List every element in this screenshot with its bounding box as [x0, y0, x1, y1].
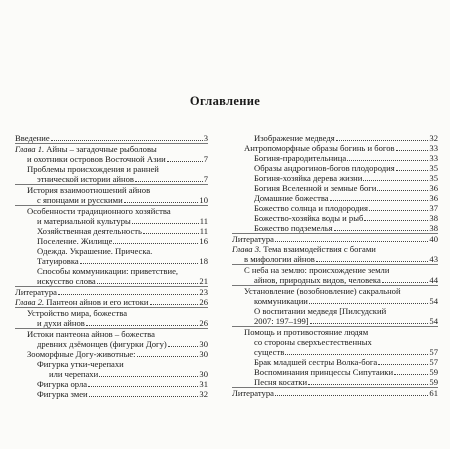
toc-entry[interactable] — [15, 133, 208, 143]
page-number: 11 — [199, 216, 208, 226]
leader-dots — [316, 261, 429, 262]
page-number: 7 — [203, 154, 208, 164]
page-number: 26 — [199, 318, 208, 328]
entry-title: Воспоминания принцессы Сипутаики — [254, 367, 394, 377]
leader-dots — [363, 180, 428, 181]
toc-entry[interactable] — [15, 349, 208, 359]
entry-title: Поселение. Жилище — [37, 236, 113, 246]
toc-entry[interactable] — [232, 296, 438, 306]
entry-title: Глава 3. Тема взаимодействия с богами — [232, 244, 376, 254]
toc-entry[interactable] — [232, 143, 438, 153]
leader-dots — [113, 243, 198, 244]
entry-title: Проблемы происхождения и ранней — [27, 164, 159, 174]
toc-entry[interactable] — [15, 266, 208, 276]
leader-dots — [334, 230, 429, 231]
leader-dots — [330, 200, 429, 201]
entry-title: Песня косатки — [254, 377, 308, 387]
toc-entry[interactable] — [232, 163, 438, 173]
entry-title: этнической истории айнов — [37, 174, 134, 184]
toc-entry[interactable] — [15, 144, 208, 154]
leader-dots — [51, 140, 203, 141]
leader-dots — [369, 210, 428, 211]
page-number: 59 — [429, 377, 438, 387]
entry-title: существ — [254, 347, 285, 357]
page-number: 59 — [429, 367, 438, 377]
page-number: 7 — [203, 174, 208, 184]
entry-title: История взаимоотношений айнов — [27, 185, 151, 195]
leader-dots — [336, 140, 429, 141]
leader-dots — [99, 376, 198, 377]
page-number: 35 — [429, 163, 438, 173]
toc-entry[interactable] — [15, 236, 208, 246]
toc-left-column — [15, 133, 208, 399]
entry-title: Установление (возобновление) сакральной — [244, 286, 401, 296]
toc-entry[interactable] — [15, 185, 208, 195]
leader-dots — [168, 346, 199, 347]
toc-entry[interactable] — [15, 369, 208, 379]
toc-entry[interactable] — [232, 377, 438, 387]
toc-entry[interactable] — [232, 388, 438, 398]
page-number: 61 — [429, 388, 438, 398]
entry-title: со стороны сверхъестественных — [254, 337, 372, 347]
page-number: 16 — [199, 236, 208, 246]
toc-entry[interactable] — [15, 174, 208, 184]
leader-dots — [124, 202, 199, 203]
entry-title: Фигурка змеи — [37, 389, 88, 399]
page-number: 10 — [199, 195, 208, 205]
page-number: 36 — [429, 183, 438, 193]
toc-entry[interactable] — [232, 223, 438, 233]
entry-title: Одежда. Украшение. Прическа. — [37, 246, 153, 256]
leader-dots — [285, 354, 428, 355]
leader-dots — [143, 233, 199, 234]
toc-entry[interactable] — [232, 173, 438, 183]
entry-title: Образы андрогинов-богов плодородия — [254, 163, 395, 173]
toc-entry[interactable] — [232, 193, 438, 203]
page-number: 57 — [429, 357, 438, 367]
page-number: 31 — [199, 379, 208, 389]
page-number: 30 — [199, 349, 208, 359]
toc-entry[interactable] — [15, 206, 208, 216]
leader-dots — [150, 304, 199, 305]
leader-dots — [308, 384, 428, 385]
toc-entry[interactable] — [232, 234, 438, 244]
toc-entry[interactable] — [15, 154, 208, 164]
page-number: 38 — [429, 213, 438, 223]
entry-title: 2007: 197–199] — [254, 316, 309, 326]
leader-dots — [86, 325, 199, 326]
entry-title: Литература — [232, 234, 274, 244]
entry-title: Богиня-прародительница — [254, 153, 347, 163]
page-number: 30 — [199, 339, 208, 349]
leader-dots — [309, 303, 429, 304]
toc-entry[interactable] — [232, 347, 438, 357]
chapter-label: Глава 2. — [15, 297, 45, 307]
entry-title: О воспитании медведя [Пилсудский — [254, 306, 387, 316]
entry-title: Литература — [15, 287, 57, 297]
entry-title: Литература — [232, 388, 274, 398]
leader-dots — [137, 356, 199, 357]
entry-title: Помощь и противостояние людям — [244, 327, 369, 337]
page-number: 23 — [199, 287, 208, 297]
toc-entry[interactable] — [232, 133, 438, 143]
leader-dots — [89, 396, 199, 397]
entry-title: Фигурка утки-черепахи — [37, 359, 124, 369]
leader-dots — [275, 241, 428, 242]
leader-dots — [364, 220, 428, 221]
toc-entry[interactable] — [232, 306, 438, 316]
leader-dots — [396, 170, 429, 171]
page-number: 35 — [429, 173, 438, 183]
toc-entry[interactable] — [15, 256, 208, 266]
page-number: 30 — [199, 369, 208, 379]
chapter-label: Глава 3. — [232, 244, 262, 254]
toc-entry[interactable] — [232, 357, 438, 367]
toc-entry[interactable] — [232, 327, 438, 337]
page-number: 43 — [429, 254, 438, 264]
toc-entry[interactable] — [15, 164, 208, 174]
page-number: 44 — [429, 275, 438, 285]
entry-title: с японцами и русскими — [37, 195, 123, 205]
toc-entry[interactable] — [232, 367, 438, 377]
page-number: 54 — [429, 316, 438, 326]
leader-dots — [347, 160, 428, 161]
toc-entry[interactable] — [232, 213, 438, 223]
leader-dots — [135, 181, 203, 182]
entry-title: и охотники островов Восточной Азии — [27, 154, 166, 164]
leader-dots — [378, 364, 428, 365]
toc-entry[interactable] — [15, 389, 208, 399]
entry-title: древних дзёмонцев (фигурки Догу) — [37, 339, 167, 349]
leader-dots — [80, 263, 199, 264]
page-title: Оглавление — [189, 94, 261, 108]
toc-entry[interactable] — [15, 339, 208, 349]
leader-dots — [310, 323, 429, 324]
entry-title: или черепахи — [49, 369, 99, 379]
toc-entry[interactable] — [15, 318, 208, 328]
entry-title: Божество подземелья — [254, 223, 333, 233]
page-number: 33 — [429, 143, 438, 153]
page-number: 54 — [429, 296, 438, 306]
toc-entry[interactable] — [15, 246, 208, 256]
entry-title: Зооморфные Догу-животные: — [27, 349, 136, 359]
page-number: 38 — [429, 223, 438, 233]
leader-dots — [167, 161, 203, 162]
toc-entry[interactable] — [15, 195, 208, 205]
entry-title: Богиня Вселенной и земные боги — [254, 183, 377, 193]
page-number: 57 — [429, 347, 438, 357]
entry-title: Хозяйственная деятельность — [37, 226, 142, 236]
entry-title: Домашние божества — [254, 193, 329, 203]
toc-entry[interactable] — [232, 244, 438, 254]
toc-entry[interactable] — [15, 308, 208, 318]
entry-title: Истоки пантеона айнов – божества — [27, 329, 155, 339]
toc-entry[interactable] — [15, 216, 208, 226]
leader-dots — [394, 374, 428, 375]
leader-dots — [97, 283, 199, 284]
toc-entry[interactable] — [232, 275, 438, 285]
entry-title: Устройство мира, божества — [27, 308, 128, 318]
entry-title: Изображение медведя — [254, 133, 335, 143]
entry-title: айнов, природных видов, человека — [254, 275, 381, 285]
toc-entry[interactable] — [232, 337, 438, 347]
toc-entry[interactable] — [15, 359, 208, 369]
leader-dots — [377, 190, 428, 191]
entry-title: и духи айнов — [37, 318, 85, 328]
entry-title: Фигурка орла — [37, 379, 88, 389]
toc-entry[interactable] — [232, 183, 438, 193]
page-number: 40 — [429, 234, 438, 244]
page-number: 33 — [429, 153, 438, 163]
toc-entry[interactable] — [15, 276, 208, 286]
leader-dots — [58, 294, 198, 295]
page-number: 18 — [199, 256, 208, 266]
entry-title: Татуировка — [37, 256, 79, 266]
toc-entry[interactable] — [232, 153, 438, 163]
entry-title: Глава 1. Айны – загадочные рыболовы — [15, 144, 157, 154]
toc-entry[interactable] — [15, 226, 208, 236]
toc-entry[interactable] — [15, 297, 208, 307]
entry-title: и материальной культуры — [37, 216, 131, 226]
entry-title: коммуникации — [254, 296, 308, 306]
toc-entry[interactable] — [232, 254, 438, 264]
entry-title: Антропоморфные образы богинь и богов — [244, 143, 395, 153]
entry-title: Богиня-хозяйка дерева жизни — [254, 173, 363, 183]
entry-title: Божество-хозяйка воды и рыб — [254, 213, 364, 223]
entry-title: в мифологии айнов — [244, 254, 315, 264]
leader-dots — [396, 150, 429, 151]
leader-dots — [88, 386, 198, 387]
toc-entry[interactable] — [15, 329, 208, 339]
leader-dots — [382, 282, 429, 283]
page-number: 26 — [199, 297, 208, 307]
toc-entry[interactable] — [232, 203, 438, 213]
toc-entry[interactable] — [232, 286, 438, 296]
page-number: 32 — [199, 389, 208, 399]
page-number: 21 — [199, 276, 208, 286]
entry-title: С неба на землю: происхождение земли — [244, 265, 390, 275]
page-number: 3 — [203, 133, 208, 143]
entry-title: Особенности традиционного хозяйства — [27, 206, 171, 216]
page-number: 32 — [429, 133, 438, 143]
page-number: 37 — [429, 203, 438, 213]
entry-title: Божество солнца и плодородия — [254, 203, 368, 213]
toc-entry[interactable] — [15, 379, 208, 389]
entry-title: Способы коммуникации: приветствие, — [37, 266, 179, 276]
page-number: 11 — [199, 226, 208, 236]
entry-title: Глава 2. Пантеон айнов и его истоки — [15, 297, 149, 307]
leader-dots — [275, 395, 428, 396]
toc-right-column — [232, 133, 438, 398]
entry-title: искусство слова — [37, 276, 96, 286]
entry-title: Введение — [15, 133, 50, 143]
entry-title: Брак младшей сестры Волка-бога — [254, 357, 378, 367]
chapter-label: Глава 1. — [15, 144, 45, 154]
toc-entry[interactable] — [232, 316, 438, 326]
leader-dots — [132, 223, 199, 224]
toc-entry[interactable] — [232, 265, 438, 275]
page-number: 36 — [429, 193, 438, 203]
toc-entry[interactable] — [15, 287, 208, 297]
